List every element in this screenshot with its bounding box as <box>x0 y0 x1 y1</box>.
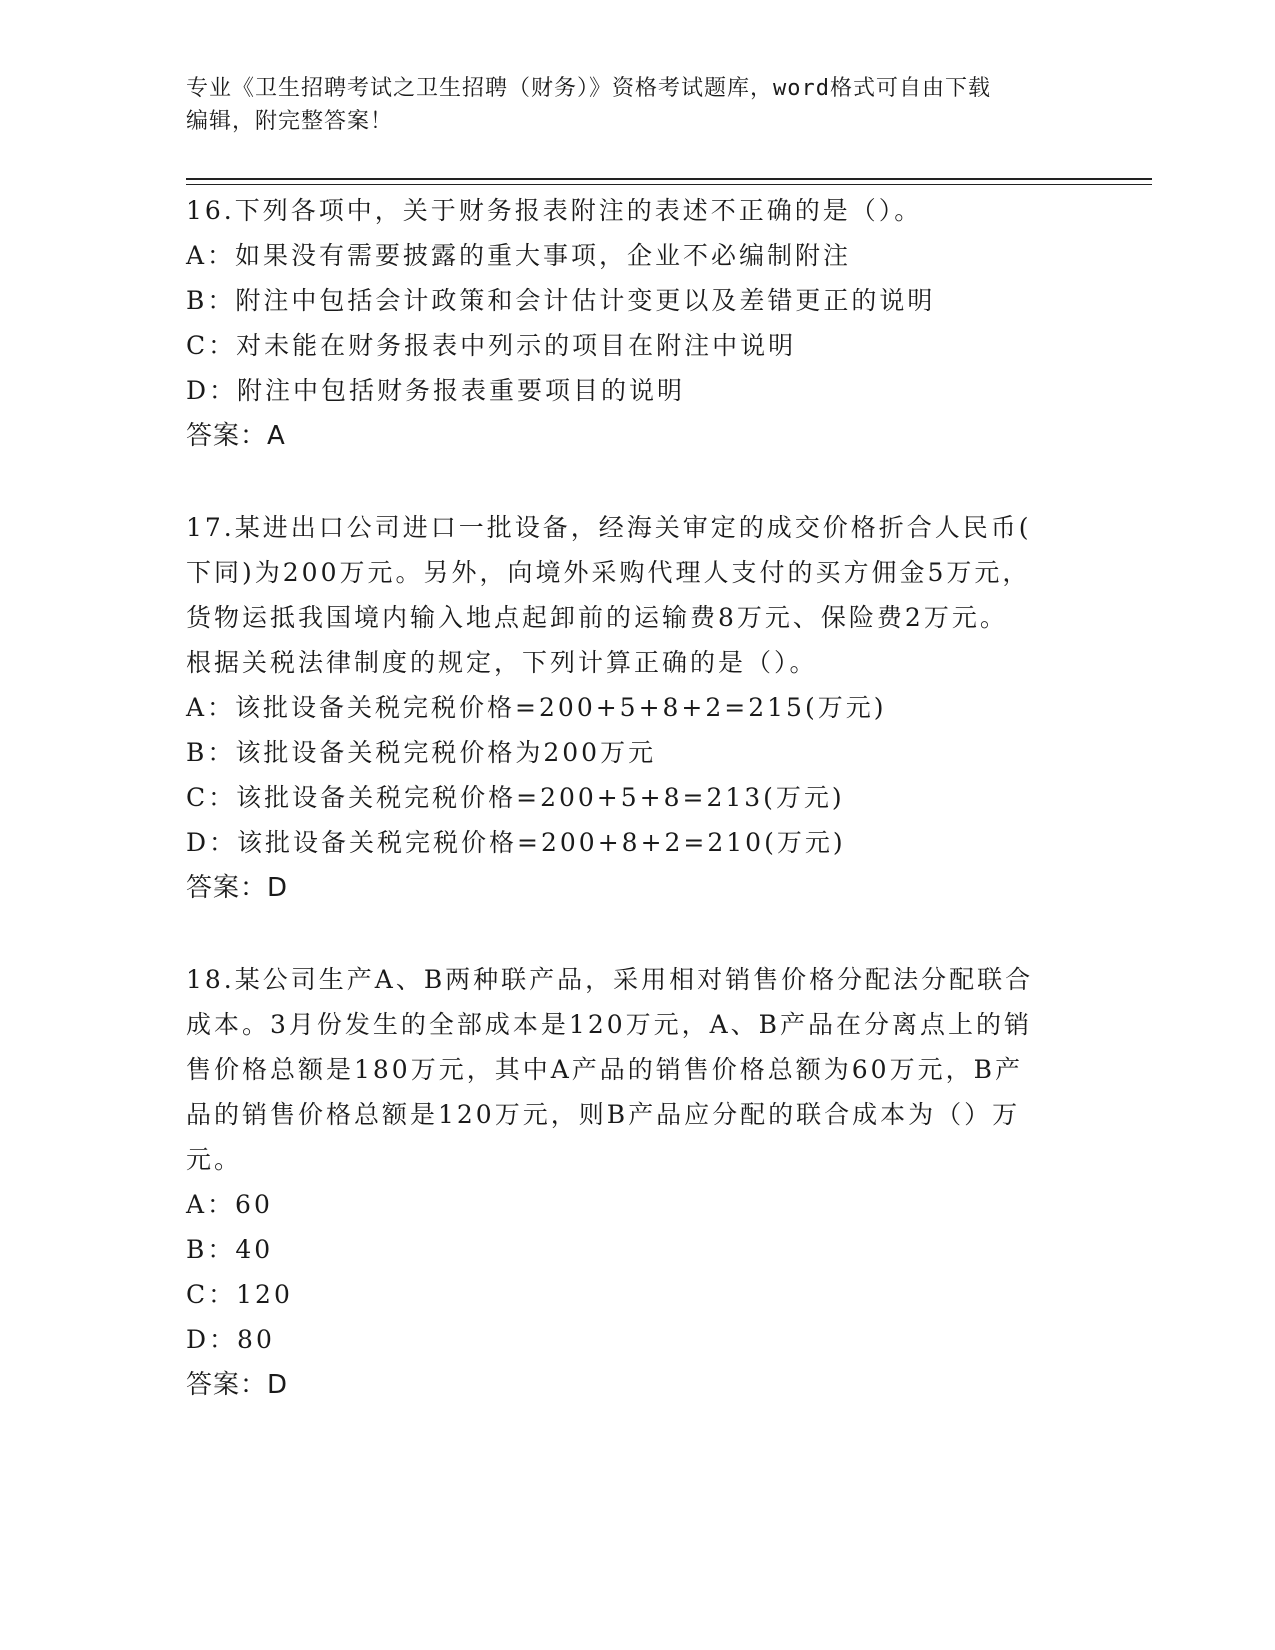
option-a: A：60 <box>186 1190 273 1219</box>
question-stem-line: 品的销售价格总额是120万元，则B产品应分配的联合成本为（）万 <box>186 1100 1021 1129</box>
question-16 <box>186 188 1066 459</box>
option-d: D：附注中包括财务报表重要项目的说明 <box>186 376 686 405</box>
question-stem-line: 根据关税法律制度的规定，下列计算正确的是（）。 <box>186 648 818 677</box>
option-c: C：对未能在财务报表中列示的项目在附注中说明 <box>186 331 797 360</box>
question-list <box>186 188 1066 1454</box>
answer: 答案：D <box>186 1370 289 1400</box>
option-b: B：40 <box>186 1235 274 1264</box>
question-18 <box>186 957 1066 1408</box>
question-stem-line: 货物运抵我国境内输入地点起卸前的运输费8万元、保险费2万元。 <box>186 603 1008 632</box>
document-header <box>186 72 1066 138</box>
question-17 <box>186 505 1066 911</box>
header-divider-thick <box>186 178 1152 180</box>
question-stem-line: 18.某公司生产A、B两种联产品，采用相对销售价格分配法分配联合 <box>186 965 1034 994</box>
option-d: D：80 <box>186 1325 275 1354</box>
header-divider-thin <box>186 184 1152 185</box>
header-line-1: 专业《卫生招聘考试之卫生招聘（财务）》资格考试题库，word格式可自由下载 <box>186 76 991 101</box>
question-stem-line: 下同)为200万元。另外，向境外采购代理人支付的买方佣金5万元， <box>186 558 1031 587</box>
question-stem-line: 元。 <box>186 1145 243 1174</box>
question-stem-line: 售价格总额是180万元，其中A产品的销售价格总额为60万元，B产 <box>186 1055 1023 1084</box>
question-stem-line: 17.某进出口公司进口一批设备，经海关审定的成交价格折合人民币( <box>186 513 1032 542</box>
option-a: A：如果没有需要披露的重大事项，企业不必编制附注 <box>186 241 852 270</box>
question-stem-line: 成本。3月份发生的全部成本是120万元，A、B产品在分离点上的销 <box>186 1010 1033 1039</box>
answer: 答案：A <box>186 421 286 451</box>
option-b: B：该批设备关税完税价格为200万元 <box>186 738 657 767</box>
option-d: D：该批设备关税完税价格=200+8+2=210(万元) <box>186 828 846 857</box>
answer: 答案：D <box>186 873 289 903</box>
option-c: C：该批设备关税完税价格=200+5+8=213(万元) <box>186 783 845 812</box>
option-a: A：该批设备关税完税价格=200+5+8+2=215(万元) <box>186 693 887 722</box>
option-c: C：120 <box>186 1280 293 1309</box>
header-line-2: 编辑，附完整答案！ <box>186 109 394 134</box>
question-stem-line: 16.下列各项中，关于财务报表附注的表述不正确的是（）。 <box>186 196 923 225</box>
option-b: B：附注中包括会计政策和会计估计变更以及差错更正的说明 <box>186 286 936 315</box>
